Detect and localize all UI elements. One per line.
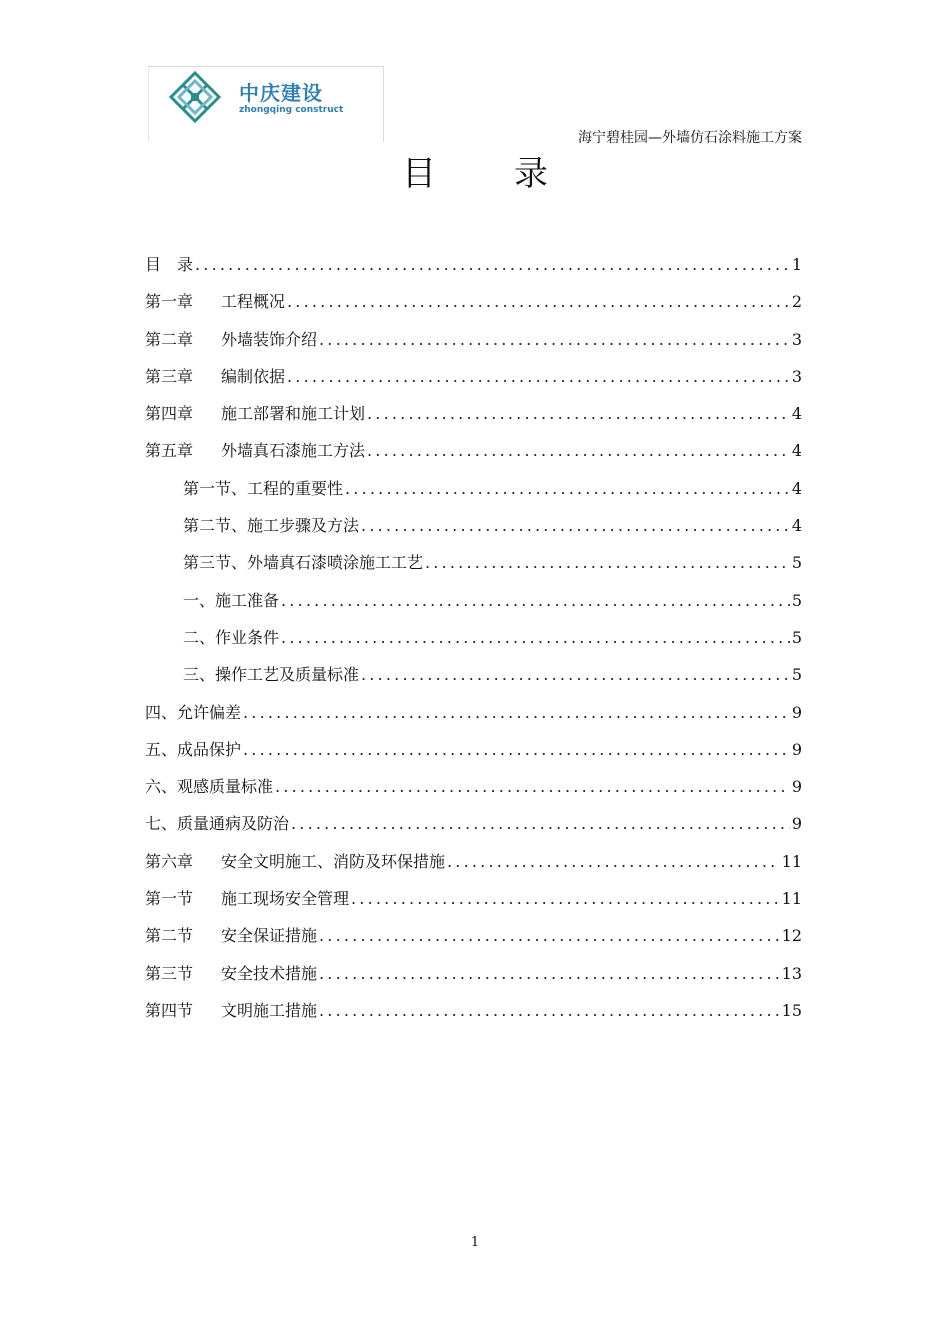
toc-entry-page: 9 bbox=[791, 777, 802, 797]
toc-dot-leader bbox=[195, 255, 790, 274]
toc-entry-number: 第六章 bbox=[145, 851, 194, 871]
toc-entry-page: 3 bbox=[791, 366, 802, 386]
toc-entry-title: 文明施工措施 bbox=[221, 1000, 318, 1020]
toc-entry-number: 第一章 bbox=[145, 292, 194, 312]
toc-entry-number: 第四节 bbox=[145, 1000, 194, 1020]
toc-entry-page: 4 bbox=[791, 478, 802, 498]
toc-entry-page: 9 bbox=[791, 739, 802, 759]
toc-dot-leader bbox=[367, 404, 790, 423]
toc-entry-page: 4 bbox=[791, 404, 802, 424]
toc-entry-title: 四、允许偏差 bbox=[145, 702, 242, 722]
company-logo-icon bbox=[169, 71, 221, 123]
toc-entry-page: 11 bbox=[781, 889, 802, 909]
toc-entry-title: 安全技术措施 bbox=[221, 963, 318, 983]
toc-entry[interactable] bbox=[145, 327, 802, 364]
toc-entry-page: 3 bbox=[791, 329, 802, 349]
toc-entry-number: 第五章 bbox=[145, 441, 194, 461]
toc-entry-number: 目 录 bbox=[145, 255, 194, 274]
toc-entry-page: 2 bbox=[791, 292, 802, 312]
toc-entry[interactable] bbox=[145, 588, 802, 625]
toc-entry[interactable] bbox=[145, 961, 802, 998]
toc-entry-title: 编制依据 bbox=[221, 366, 286, 386]
toc-dot-leader bbox=[319, 1001, 780, 1020]
toc-dot-leader bbox=[319, 330, 790, 349]
toc-entry[interactable] bbox=[145, 737, 802, 774]
toc-entry[interactable] bbox=[145, 625, 802, 662]
toc-dot-leader bbox=[447, 852, 780, 871]
toc-entry[interactable] bbox=[145, 662, 802, 699]
toc-entry-title: 一、施工准备 bbox=[183, 590, 280, 610]
toc-entry-page: 5 bbox=[791, 590, 802, 610]
toc-entry-page: 5 bbox=[791, 553, 802, 573]
logo-text-en: zhongqing construct bbox=[239, 105, 344, 115]
toc-entry[interactable] bbox=[145, 476, 802, 513]
toc-entry-title: 三、操作工艺及质量标准 bbox=[183, 665, 360, 685]
toc-dot-leader bbox=[361, 665, 790, 684]
toc-entry-page: 9 bbox=[791, 814, 802, 834]
toc-entry-page: 9 bbox=[791, 702, 802, 722]
toc-entry[interactable] bbox=[145, 774, 802, 811]
toc-entry[interactable] bbox=[145, 811, 802, 848]
toc-dot-leader bbox=[281, 628, 790, 647]
toc-entry[interactable] bbox=[145, 513, 802, 550]
toc-entry-title: 第二节、施工步骤及方法 bbox=[183, 516, 360, 536]
toc-dot-leader bbox=[287, 292, 790, 311]
toc-entry-page: 1 bbox=[791, 255, 802, 274]
toc-entry[interactable] bbox=[145, 849, 802, 886]
toc-entry-title: 六、观感质量标准 bbox=[145, 777, 274, 797]
toc-dot-leader bbox=[351, 889, 780, 908]
table-of-contents bbox=[145, 252, 802, 1035]
company-logo bbox=[148, 66, 384, 142]
logo-text-cn: 中庆建设 bbox=[239, 81, 323, 105]
toc-dot-leader bbox=[367, 441, 790, 460]
toc-dot-leader bbox=[345, 479, 790, 498]
toc-dot-leader bbox=[319, 964, 780, 983]
toc-entry-page: 15 bbox=[781, 1000, 802, 1020]
toc-entry[interactable] bbox=[145, 886, 802, 923]
toc-entry-title: 五、成品保护 bbox=[145, 739, 242, 759]
toc-entry-page: 5 bbox=[791, 665, 802, 685]
toc-entry-number: 第一节 bbox=[145, 889, 194, 909]
toc-entry-title: 安全保证措施 bbox=[221, 926, 318, 946]
toc-entry-title: 安全文明施工、消防及环保措施 bbox=[221, 851, 446, 871]
toc-dot-leader bbox=[275, 777, 790, 796]
toc-entry[interactable] bbox=[145, 923, 802, 960]
toc-entry-title: 七、质量通病及防治 bbox=[145, 814, 290, 834]
toc-entry-page: 4 bbox=[791, 441, 802, 461]
toc-entry-title: 工程概况 bbox=[221, 292, 286, 312]
toc-dot-leader bbox=[291, 814, 790, 833]
toc-entry-title: 第三节、外墙真石漆喷涂施工工艺 bbox=[183, 553, 424, 573]
toc-entry[interactable] bbox=[145, 252, 802, 289]
toc-entry[interactable] bbox=[145, 364, 802, 401]
toc-entry-page: 4 bbox=[791, 516, 802, 536]
toc-entry-page: 13 bbox=[781, 963, 802, 983]
toc-entry-title: 二、作业条件 bbox=[183, 627, 280, 647]
toc-entry-title: 施工部署和施工计划 bbox=[221, 404, 366, 424]
toc-entry-number: 第四章 bbox=[145, 404, 194, 424]
toc-dot-leader bbox=[319, 926, 780, 945]
toc-entry-title: 外墙真石漆施工方法 bbox=[221, 441, 366, 461]
toc-entry-page: 12 bbox=[781, 926, 802, 946]
toc-entry[interactable] bbox=[145, 401, 802, 438]
toc-entry-title: 第一节、工程的重要性 bbox=[183, 478, 344, 498]
toc-entry-number: 第二章 bbox=[145, 329, 194, 349]
toc-entry-title: 外墙装饰介绍 bbox=[221, 329, 318, 349]
toc-dot-leader bbox=[287, 367, 790, 386]
toc-dot-leader bbox=[281, 591, 790, 610]
page-title: 目录 bbox=[402, 154, 626, 194]
toc-entry-title: 施工现场安全管理 bbox=[221, 889, 350, 909]
toc-dot-leader bbox=[243, 740, 790, 759]
toc-entry-page: 11 bbox=[781, 851, 802, 871]
toc-dot-leader bbox=[425, 553, 790, 572]
toc-entry-number: 第三章 bbox=[145, 366, 194, 386]
page-number: 1 bbox=[470, 1235, 480, 1250]
toc-entry-number: 第二节 bbox=[145, 926, 194, 946]
toc-dot-leader bbox=[361, 516, 790, 535]
toc-entry[interactable] bbox=[145, 289, 802, 326]
toc-entry[interactable] bbox=[145, 438, 802, 475]
document-header-title: 海宁碧桂园—外墙仿石涂料施工方案 bbox=[578, 130, 802, 146]
toc-entry[interactable] bbox=[145, 550, 802, 587]
toc-entry[interactable] bbox=[145, 700, 802, 737]
toc-entry-page: 5 bbox=[791, 627, 802, 647]
toc-entry[interactable] bbox=[145, 998, 802, 1035]
toc-entry-number: 第三节 bbox=[145, 963, 194, 983]
toc-dot-leader bbox=[243, 703, 790, 722]
